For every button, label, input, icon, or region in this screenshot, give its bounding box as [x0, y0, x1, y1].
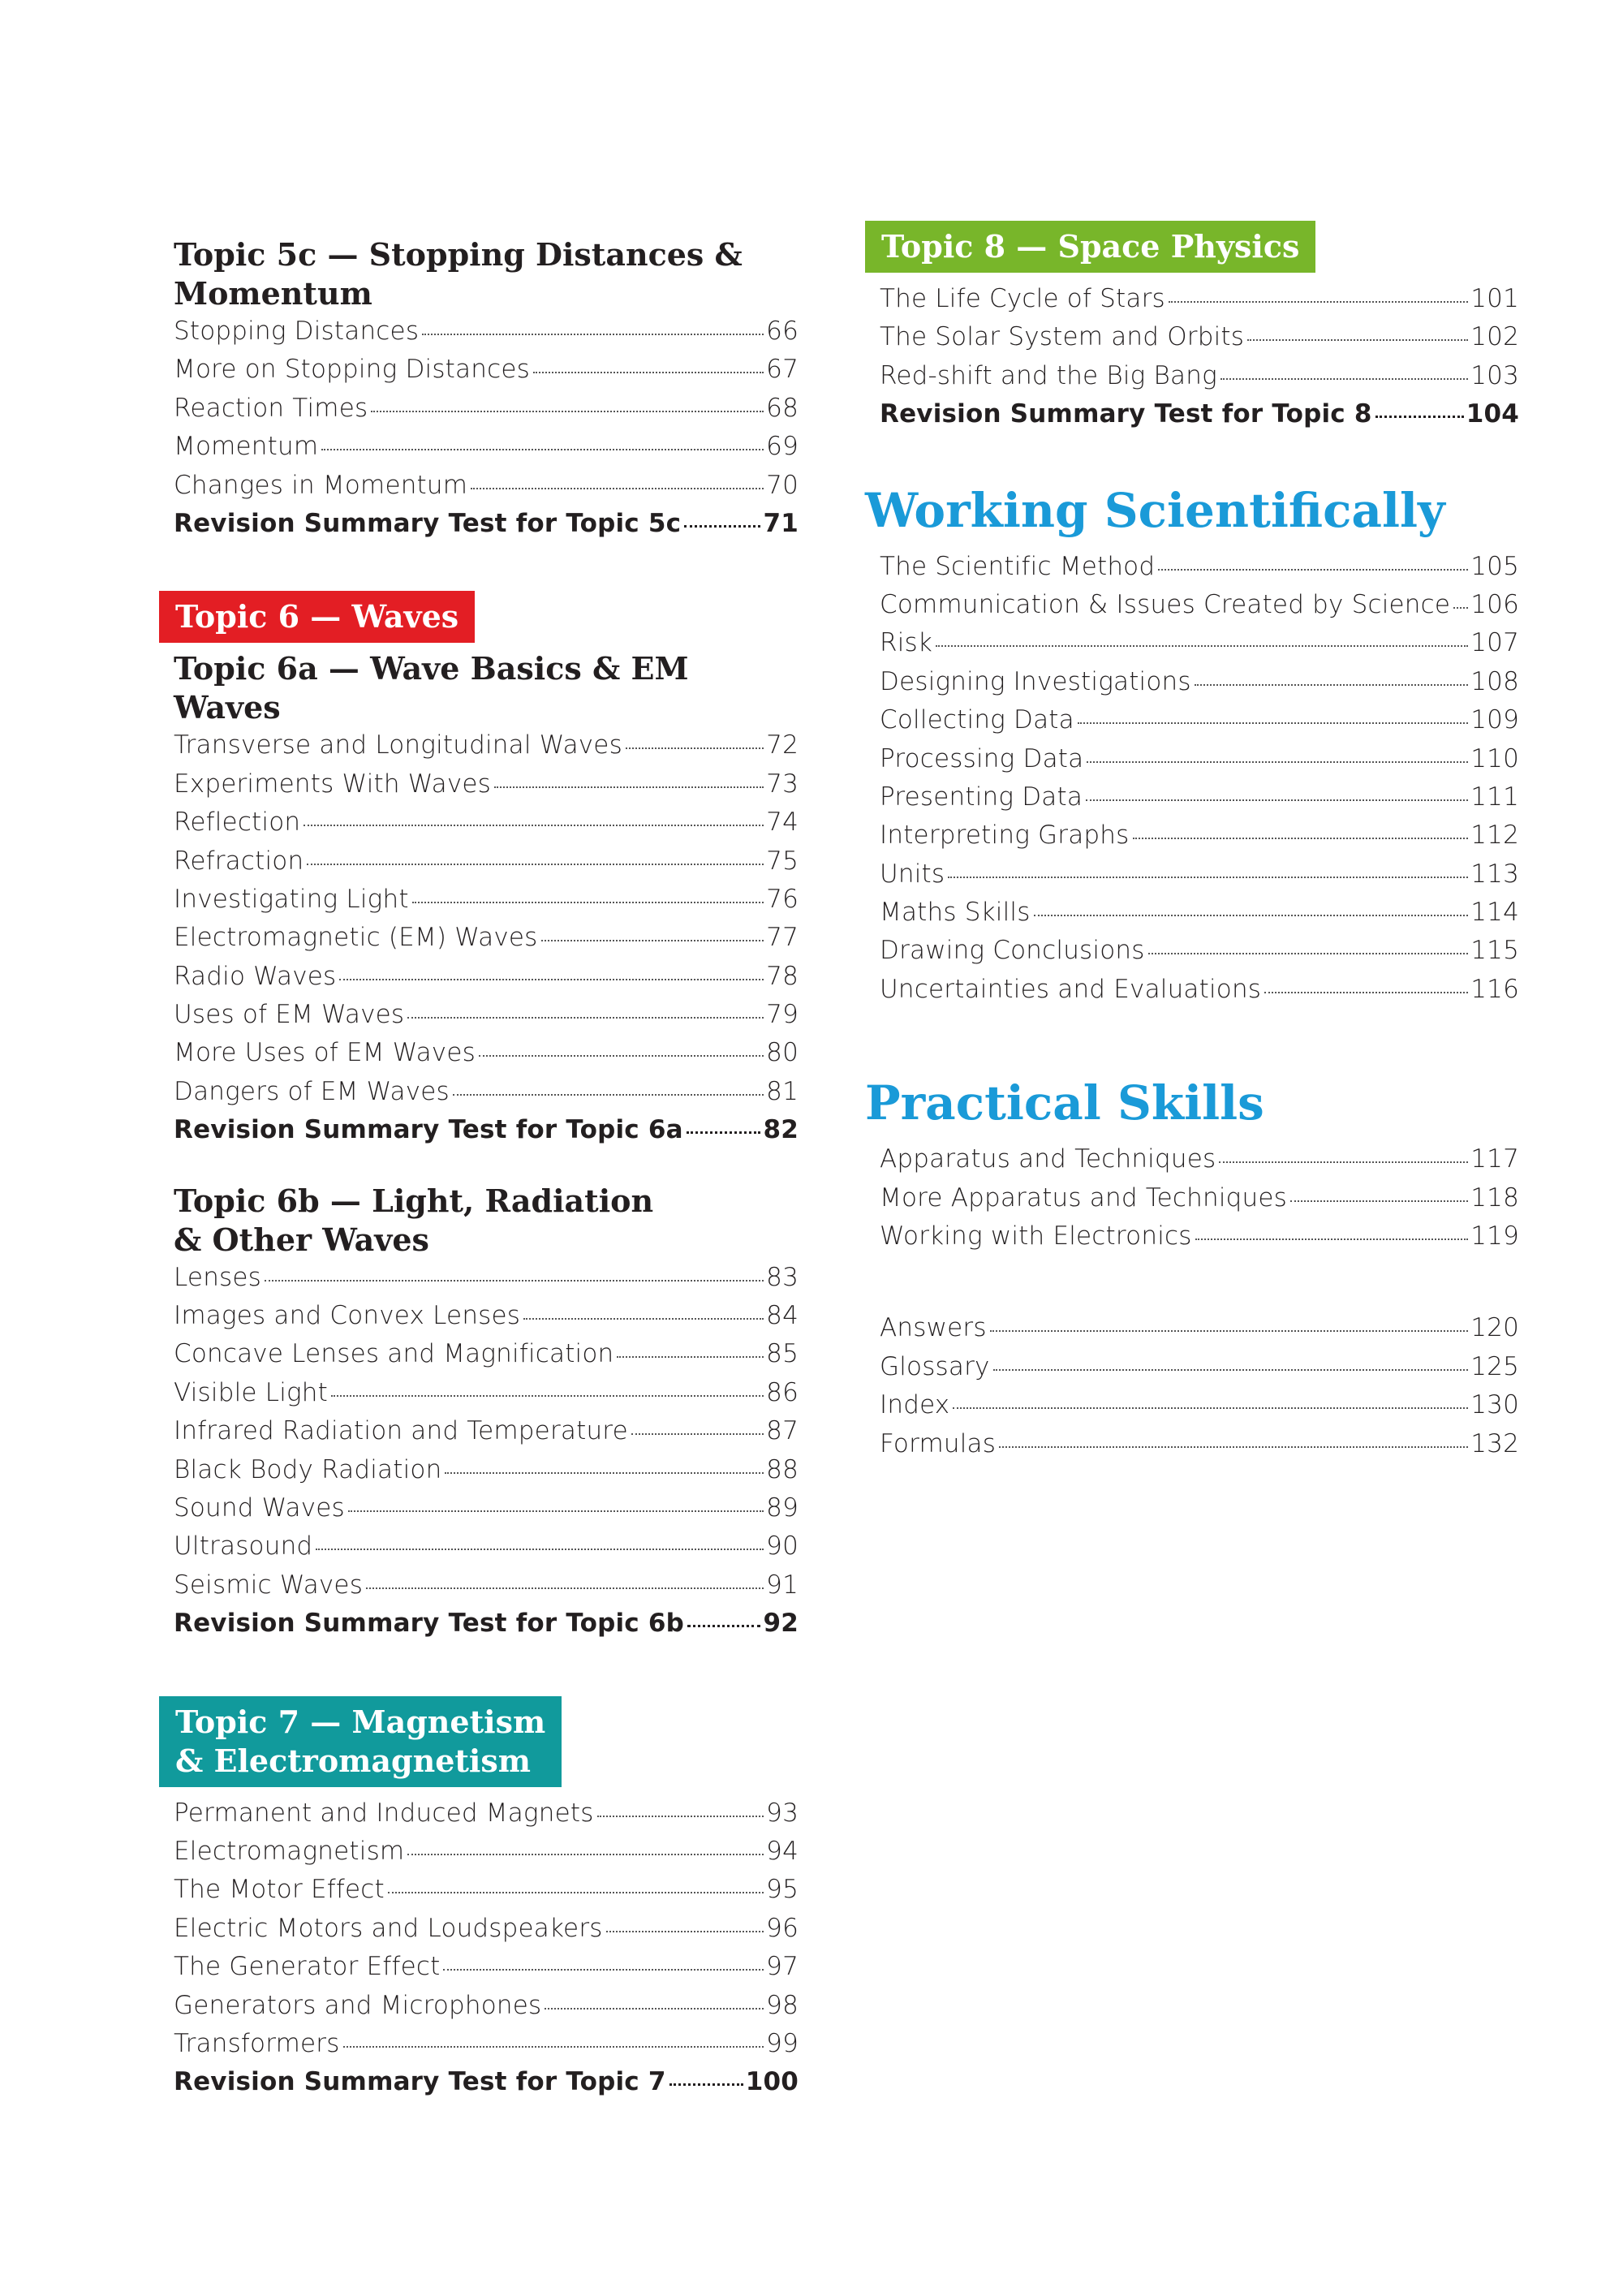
toc-entry[interactable]	[174, 1000, 799, 1038]
toc-entry-title: Revision Summary Test for Topic 7	[174, 2067, 666, 2097]
topic-7-banner	[159, 1696, 562, 1787]
toc-page-number: 76	[766, 884, 799, 914]
toc-entry-title: Refraction	[174, 846, 304, 876]
toc-entry[interactable]	[174, 1531, 799, 1570]
toc-entry-title: Experiments With Waves	[174, 769, 491, 799]
toc-entry[interactable]	[880, 859, 1519, 898]
topic-6b-title-line-1: Topic 6b — Light, Radiation	[174, 1182, 654, 1219]
toc-entry[interactable]	[880, 361, 1519, 399]
toc-page-number: 93	[766, 1798, 799, 1828]
toc-entry[interactable]	[174, 1952, 799, 1990]
toc-page-number: 99	[766, 2028, 799, 2058]
toc-page-number: 96	[766, 1913, 799, 1943]
toc-entry-title: Apparatus and Techniques	[880, 1144, 1216, 1174]
toc-entry[interactable]	[880, 284, 1519, 322]
toc-dot-leader	[1034, 915, 1469, 916]
toc-entry-title: Transformers	[174, 2028, 340, 2058]
toc-list	[174, 1263, 799, 1648]
toc-entry[interactable]	[880, 667, 1519, 705]
toc-page-number: 74	[766, 808, 799, 838]
toc-page-number: 80	[766, 1038, 799, 1068]
toc-entry[interactable]	[174, 730, 799, 769]
toc-page-number: 67	[766, 355, 799, 385]
toc-entry[interactable]	[174, 1609, 799, 1647]
toc-dot-leader	[523, 1318, 764, 1320]
toc-page-number: 79	[766, 1000, 799, 1030]
toc-entry-title: Electromagnetic (EM) Waves	[174, 923, 538, 953]
toc-entry-title: Investigating Light	[174, 884, 409, 914]
toc-page-number: 109	[1470, 705, 1519, 735]
toc-entry[interactable]	[880, 1221, 1519, 1260]
toc-entry-title: Formulas	[880, 1428, 997, 1458]
toc-dot-leader	[339, 979, 764, 980]
toc-dot-leader	[617, 1356, 764, 1358]
toc-page-number: 120	[1470, 1313, 1519, 1343]
toc-page-number: 130	[1470, 1390, 1519, 1420]
toc-entry-title: Uses of EM Waves	[174, 1000, 405, 1030]
toc-entry[interactable]	[174, 1263, 799, 1301]
practical-skills-heading	[865, 1075, 1519, 1131]
toc-dot-leader	[265, 1280, 764, 1282]
toc-entry[interactable]	[880, 936, 1519, 974]
toc-page-number: 68	[766, 393, 799, 423]
toc-page-number: 94	[766, 1836, 799, 1866]
toc-dot-leader	[371, 411, 764, 412]
toc-dot-leader	[407, 1854, 764, 1855]
topic-8-banner-text: Topic 8 — Space Physics	[881, 228, 1300, 265]
toc-entry-title: Units	[880, 859, 945, 889]
toc-list	[174, 730, 799, 1153]
toc-entry[interactable]	[880, 1144, 1519, 1182]
toc-page-number: 108	[1470, 666, 1519, 696]
toc-page-number: 88	[766, 1454, 799, 1484]
toc-entry-title: Working with Electronics	[880, 1221, 1192, 1251]
toc-entry[interactable]	[174, 1798, 799, 1837]
toc-page-number: 125	[1470, 1351, 1519, 1381]
toc-page-number: 95	[766, 1875, 799, 1905]
toc-entry[interactable]	[880, 975, 1519, 1013]
toc-dot-leader	[999, 1446, 1468, 1448]
toc-entry-title: Revision Summary Test for Topic 6a	[174, 1115, 683, 1145]
toc-dot-leader	[687, 1131, 761, 1134]
toc-entry-title: Presenting Data	[880, 782, 1083, 812]
toc-page-number: 72	[766, 730, 799, 760]
toc-entry[interactable]	[174, 1875, 799, 1913]
toc-entry[interactable]	[174, 1455, 799, 1493]
toc-entry-title: Black Body Radiation	[174, 1454, 442, 1484]
toc-dot-leader	[687, 1625, 760, 1627]
toc-entry-title: Risk	[880, 628, 933, 658]
topic-6a-title-text: Topic 6a — Wave Basics & EM Waves	[174, 650, 689, 726]
toc-entry[interactable]	[174, 1493, 799, 1531]
toc-entry[interactable]	[880, 1390, 1519, 1428]
toc-entry[interactable]	[174, 1339, 799, 1377]
toc-entry[interactable]	[880, 590, 1519, 628]
toc-entry-title: Permanent and Induced Magnets	[174, 1798, 594, 1828]
toc-entry[interactable]	[174, 1038, 799, 1076]
toc-entry[interactable]	[880, 552, 1519, 590]
topic-5c-title-text: Topic 5c — Stopping Distances & Momentum	[174, 236, 743, 312]
topic-8-banner	[865, 221, 1315, 273]
toc-page-number: 86	[766, 1377, 799, 1407]
toc-page-number: 97	[766, 1952, 799, 1982]
toc-page-number: 119	[1470, 1221, 1519, 1251]
toc-dot-leader	[1087, 761, 1468, 763]
toc-entry-title: Designing Investigations	[880, 666, 1191, 696]
toc-entry-title: Generators and Microphones	[174, 1990, 542, 2020]
toc-entry[interactable]	[880, 782, 1519, 821]
toc-entry[interactable]	[174, 509, 799, 547]
toc-page-number: 92	[763, 1609, 799, 1639]
toc-dot-leader	[321, 449, 764, 450]
topic-6a-title	[174, 649, 799, 727]
toc-list	[880, 1144, 1519, 1260]
toc-entry[interactable]	[880, 821, 1519, 859]
toc-page-number: 115	[1470, 936, 1519, 966]
toc-entry[interactable]	[174, 1570, 799, 1609]
toc-entry-title: Interpreting Graphs	[880, 821, 1130, 851]
toc-dot-leader	[545, 2008, 764, 2010]
toc-entry-title: Processing Data	[880, 743, 1084, 773]
toc-entry[interactable]	[174, 962, 799, 1000]
toc-entry-title: The Motor Effect	[174, 1875, 385, 1905]
toc-dot-leader	[1375, 416, 1464, 418]
toc-dot-leader	[953, 1407, 1468, 1409]
toc-page-number: 116	[1470, 974, 1519, 1004]
topic-6b-title	[174, 1182, 799, 1260]
toc-entry-title: Reflection	[174, 808, 301, 838]
toc-entry-title: Answers	[880, 1313, 987, 1343]
toc-entry-title: Lenses	[174, 1262, 262, 1292]
toc-entry-title: Transverse and Longitudinal Waves	[174, 730, 622, 760]
toc-page-number: 84	[766, 1301, 799, 1331]
toc-entry-title: Red-shift and the Big Bang	[880, 360, 1217, 390]
right-column	[865, 221, 1519, 1467]
toc-dot-leader	[479, 1055, 764, 1057]
toc-entry[interactable]	[880, 322, 1519, 360]
toc-entry[interactable]	[174, 1837, 799, 1875]
toc-entry[interactable]	[880, 399, 1519, 437]
toc-dot-leader	[388, 1892, 764, 1893]
toc-entry-title: More Uses of EM Waves	[174, 1038, 476, 1068]
toc-entry-title: Revision Summary Test for Topic 8	[880, 399, 1372, 429]
working-scientifically-heading-text: Working Scientifically	[865, 482, 1445, 538]
toc-entry[interactable]	[174, 394, 799, 432]
topic-6-banner	[159, 591, 475, 643]
toc-dot-leader	[316, 1549, 764, 1550]
toc-dot-leader	[669, 2083, 743, 2086]
toc-list	[880, 1313, 1519, 1467]
toc-page-number: 81	[766, 1076, 799, 1106]
toc-entry[interactable]	[174, 846, 799, 885]
toc-entry[interactable]	[174, 1077, 799, 1115]
toc-list	[174, 317, 799, 547]
toc-page-number: 69	[766, 432, 799, 462]
working-scientifically-heading	[865, 482, 1519, 539]
toc-entry-title: More on Stopping Distances	[174, 355, 530, 385]
toc-entry[interactable]	[880, 628, 1519, 666]
toc-page-number: 75	[766, 846, 799, 876]
toc-dot-leader	[993, 1369, 1469, 1371]
toc-entry-title: Communication & Issues Created by Science	[880, 589, 1451, 619]
toc-page-number: 78	[766, 961, 799, 991]
toc-page-number: 100	[745, 2067, 799, 2097]
toc-entry[interactable]	[174, 769, 799, 808]
topic-6b-title-line-2: & Other Waves	[174, 1221, 429, 1258]
toc-page-number: 83	[766, 1262, 799, 1292]
toc-page-number: 87	[766, 1416, 799, 1446]
toc-dot-leader	[443, 1969, 764, 1971]
toc-entry[interactable]	[880, 1313, 1519, 1351]
toc-entry-title: Glossary	[880, 1351, 990, 1381]
toc-page-number: 117	[1470, 1144, 1519, 1174]
toc-page-number: 104	[1466, 399, 1519, 429]
toc-page-number: 66	[766, 317, 799, 346]
toc-entry[interactable]	[174, 1914, 799, 1952]
toc-dot-leader	[990, 1330, 1468, 1332]
toc-entry-title: Seismic Waves	[174, 1570, 364, 1600]
topic-5c-title	[174, 235, 774, 313]
toc-list	[880, 284, 1519, 438]
toc-page-number: 73	[766, 769, 799, 799]
toc-dot-leader	[453, 1094, 764, 1096]
toc-page-number: 118	[1470, 1182, 1519, 1213]
toc-dot-leader	[1169, 301, 1468, 303]
toc-page-number: 107	[1470, 628, 1519, 658]
toc-page-number: 132	[1470, 1428, 1519, 1458]
toc-dot-leader	[684, 525, 760, 528]
toc-dot-leader	[1290, 1200, 1468, 1202]
toc-dot-leader	[494, 786, 764, 788]
toc-dot-leader	[304, 825, 764, 826]
topic-6-banner-text: Topic 6 — Waves	[175, 598, 459, 635]
toc-dot-leader	[597, 1816, 764, 1817]
toc-dot-leader	[307, 864, 764, 865]
toc-page-number: 98	[766, 1990, 799, 2020]
toc-page-number: 70	[766, 470, 799, 500]
toc-dot-leader	[1158, 569, 1468, 571]
toc-entry[interactable]	[174, 1416, 799, 1454]
toc-entry-title: Momentum	[174, 432, 319, 462]
toc-entry-title: Radio Waves	[174, 961, 337, 991]
toc-page-number: 77	[766, 923, 799, 953]
toc-entry[interactable]	[174, 1378, 799, 1416]
toc-dot-leader	[343, 2046, 764, 2048]
toc-entry-title: Concave Lenses and Magnification	[174, 1339, 614, 1369]
toc-dot-leader	[407, 1017, 764, 1019]
toc-entry-title: Dangers of EM Waves	[174, 1076, 450, 1106]
toc-dot-leader	[1078, 722, 1468, 724]
toc-page-number: 82	[763, 1115, 799, 1145]
toc-entry-title: Stopping Distances	[174, 317, 420, 346]
toc-entry-title: Drawing Conclusions	[880, 936, 1145, 966]
toc-entry[interactable]	[880, 898, 1519, 936]
toc-entry-title: The Scientific Method	[880, 551, 1156, 581]
toc-dot-leader	[1195, 1238, 1469, 1240]
toc-page-number: 71	[763, 508, 799, 538]
toc-dot-leader	[348, 1510, 764, 1512]
toc-entry[interactable]	[174, 1991, 799, 2029]
toc-entry-title: The Generator Effect	[174, 1952, 441, 1982]
toc-dot-leader	[936, 645, 1468, 647]
toc-dot-leader	[1195, 684, 1468, 686]
toc-entry[interactable]	[174, 808, 799, 846]
toc-entry[interactable]	[880, 1183, 1519, 1221]
toc-page-number: 103	[1470, 360, 1519, 390]
toc-page-number: 113	[1470, 859, 1519, 889]
toc-dot-leader	[631, 1433, 764, 1435]
toc-page-number: 90	[766, 1531, 799, 1562]
toc-dot-leader	[1086, 799, 1468, 801]
toc-entry-title: Reaction Times	[174, 393, 368, 423]
toc-dot-leader	[948, 877, 1468, 878]
toc-entry[interactable]	[174, 355, 799, 393]
toc-entry-title: Revision Summary Test for Topic 6b	[174, 1609, 685, 1639]
toc-entry[interactable]	[174, 1301, 799, 1339]
toc-entry[interactable]	[174, 1115, 799, 1153]
toc-entry[interactable]	[880, 1429, 1519, 1467]
toc-entry[interactable]	[174, 471, 799, 509]
topic-7-banner-line-1: Topic 7 — Magnetism	[175, 1703, 546, 1740]
toc-entry-title: More Apparatus and Techniques	[880, 1182, 1288, 1213]
toc-entry-title: Maths Skills	[880, 898, 1031, 928]
toc-entry[interactable]	[880, 744, 1519, 782]
toc-entry[interactable]	[174, 923, 799, 961]
toc-entry-title: Revision Summary Test for Topic 5c	[174, 508, 682, 538]
toc-entry-title: Index	[880, 1390, 950, 1420]
toc-page-number: 85	[766, 1339, 799, 1369]
toc-page-number: 110	[1470, 743, 1519, 773]
toc-entry-title: Visible Light	[174, 1377, 329, 1407]
toc-entry-title: Ultrasound	[174, 1531, 313, 1562]
toc-entry-title: The Solar System and Orbits	[880, 322, 1245, 352]
topic-7-banner-line-2: & Electromagnetism	[175, 1742, 531, 1779]
toc-page-number: 106	[1470, 589, 1519, 619]
toc-dot-leader	[1220, 378, 1468, 380]
toc-page-number: 89	[766, 1493, 799, 1523]
toc-dot-leader	[422, 334, 764, 335]
toc-entry-title: Images and Convex Lenses	[174, 1301, 521, 1331]
toc-entry-title: Electric Motors and Loudspeakers	[174, 1913, 603, 1943]
toc-page-number: 91	[766, 1570, 799, 1600]
toc-entry-title: Uncertainties and Evaluations	[880, 974, 1262, 1004]
toc-entry[interactable]	[174, 2067, 799, 2105]
toc-dot-leader	[1453, 607, 1468, 609]
toc-entry[interactable]	[174, 317, 799, 355]
toc-dot-leader	[445, 1472, 764, 1474]
toc-list	[880, 552, 1519, 1014]
toc-entry[interactable]	[174, 2029, 799, 2067]
toc-dot-leader	[412, 902, 764, 903]
toc-entry-title: Electromagnetism	[174, 1836, 405, 1866]
toc-dot-leader	[606, 1931, 764, 1932]
toc-entry[interactable]	[174, 432, 799, 470]
toc-entry[interactable]	[880, 1352, 1519, 1390]
toc-dot-leader	[533, 372, 764, 373]
left-column	[174, 235, 799, 2106]
toc-dot-leader	[1133, 838, 1469, 839]
toc-dot-leader	[471, 488, 764, 489]
toc-page-number: 105	[1470, 551, 1519, 581]
toc-dot-leader	[1219, 1161, 1468, 1163]
toc-dot-leader	[331, 1395, 764, 1397]
toc-dot-leader	[1247, 339, 1468, 341]
toc-page-number: 111	[1470, 782, 1519, 812]
toc-entry-title: Infrared Radiation and Temperature	[174, 1416, 628, 1446]
toc-dot-leader	[366, 1587, 764, 1589]
toc-entry-title: Changes in Momentum	[174, 470, 468, 500]
toc-dot-leader	[1264, 992, 1468, 993]
toc-entry-title: Collecting Data	[880, 705, 1074, 735]
practical-skills-heading-text: Practical Skills	[865, 1075, 1264, 1131]
toc-page-number: 101	[1470, 284, 1519, 313]
toc-page-number: 114	[1470, 898, 1519, 928]
toc-page-number: 102	[1470, 322, 1519, 352]
toc-dot-leader	[1148, 953, 1469, 954]
toc-page-number: 112	[1470, 821, 1519, 851]
toc-dot-leader	[626, 747, 764, 749]
toc-entry[interactable]	[880, 705, 1519, 743]
toc-entry[interactable]	[174, 885, 799, 923]
toc-entry-title: The Life Cycle of Stars	[880, 284, 1165, 313]
toc-list	[174, 1798, 799, 2106]
toc-entry-title: Sound Waves	[174, 1493, 345, 1523]
toc-dot-leader	[541, 940, 764, 941]
